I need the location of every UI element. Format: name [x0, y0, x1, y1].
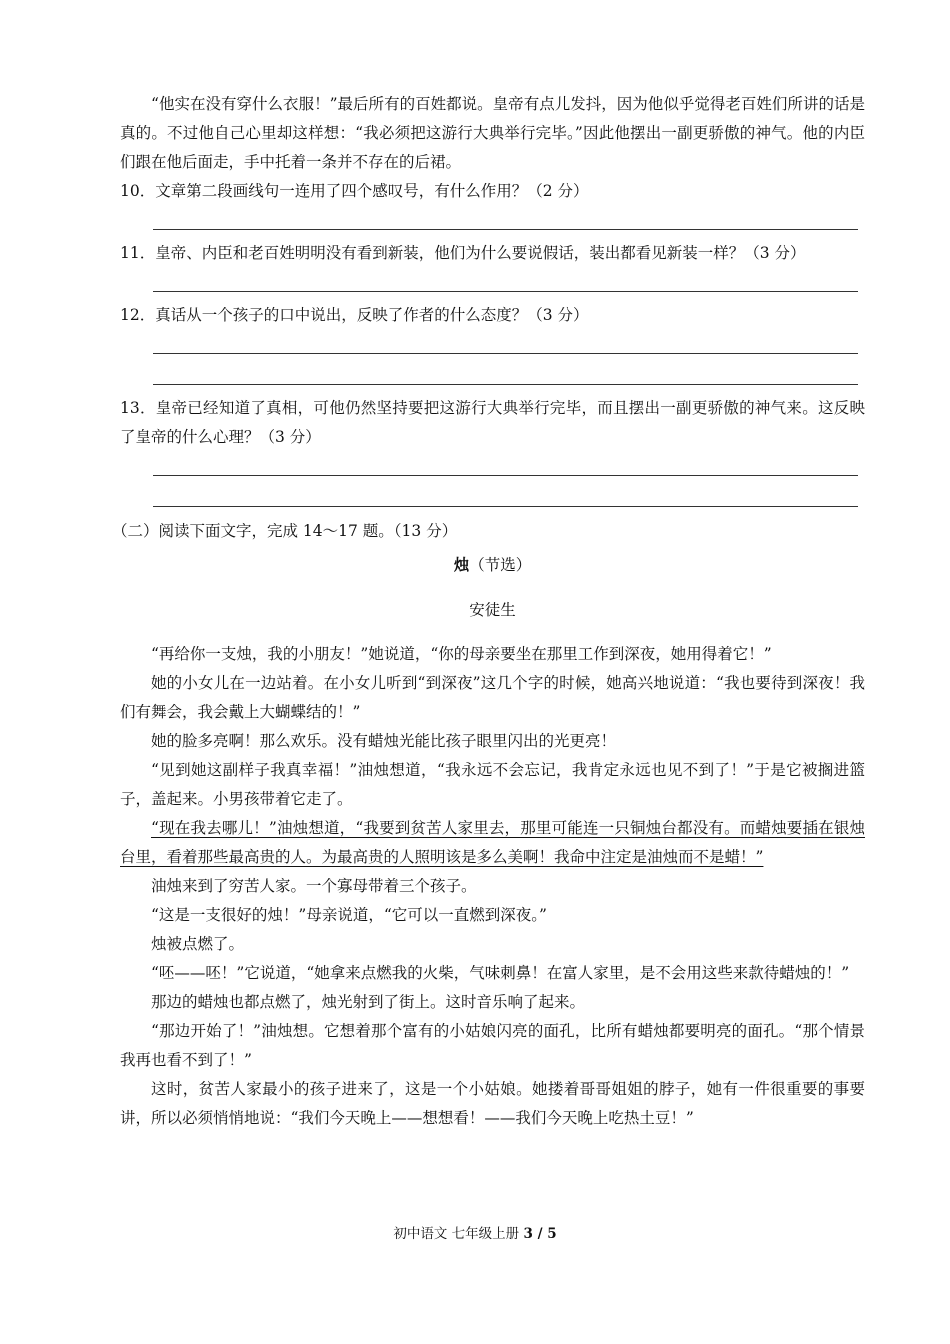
passage-paragraph: “那边开始了！”油烛想。它想着那个富有的小姑娘闪亮的面孔，比所有蜡烛都要明亮的面孔。“那个情景我再也看不到了！”: [120, 1022, 865, 1069]
footer-text: 初中语文 七年级上册: [393, 1226, 524, 1242]
page-footer: [0, 1222, 950, 1242]
underlined-paragraph: [120, 814, 865, 872]
title-text: 烛: [453, 555, 470, 574]
passage-title: [120, 550, 865, 580]
passage-paragraph: “他实在没有穿什么衣服！”最后所有的百姓都说。皇帝有点儿发抖，因为他似乎觉得老百姓们所讲的话是真的。不过他自己心里却这样想：“我必须把这游行大典举行完毕。”因此他摆出一副更骄傲的神气。他的内臣们跟在他后面走，手中托着一条并不存在的后裙。: [120, 95, 865, 171]
section-heading: （二）阅读下面文字，完成 14～17 题。（13 分）: [112, 522, 458, 540]
passage-paragraph: 烛被点燃了。: [151, 935, 245, 953]
passage-paragraph: “这是一支很好的烛！”母亲说道，“它可以一直燃到深夜。”: [151, 906, 547, 924]
passage-paragraph: 那边的蜡烛也都点燃了，烛光射到了街上。这时音乐响了起来。: [151, 993, 586, 1011]
question-13: 13．皇帝已经知道了真相，可他仍然坚持要把这游行大典举行完毕，而且摆出一副更骄傲的神气来。这反映了皇帝的什么心理？（3 分）: [120, 399, 865, 446]
author: 安徒生: [469, 600, 516, 619]
passage-paragraph: 这时，贫苦人家最小的孩子进来了，这是一个小姑娘。她搂着哥哥姐姐的脖子，她有一件很重要的事要讲，所以必须悄悄地说：“我们今天晚上——想想看！——我们今天晚上吃热土豆！”: [120, 1080, 865, 1127]
passage-paragraph: 她的脸多亮啊！那么欢乐。没有蜡烛光能比孩子眼里闪出的光更亮！: [151, 732, 617, 750]
question-11: 11．皇帝、内臣和老百姓明明没有看到新装，他们为什么要说假话，装出都看见新装一样？（3 分）: [120, 244, 806, 262]
passage-paragraph: 油烛来到了穷苦人家。一个寡母带着三个孩子。: [151, 877, 477, 895]
underlined-sentence: “现在我去哪儿！”油烛想道，“我要到贫苦人家里去，那里可能连一只铜烛台都没有。而蜡烛要插在银烛台里，看着那些最高贵的人。为最高贵的人照明该是多么美啊！我命中注定是油烛而不是蜡！”: [120, 819, 865, 866]
question-12: 12．真话从一个孩子的口中说出，反映了作者的什么态度？（3 分）: [120, 306, 589, 324]
passage-paragraph: “再给你一支烛，我的小朋友！”她说道，“你的母亲要坐在那里工作到深夜，她用得着它！”: [151, 645, 772, 663]
passage-paragraph: “呸——呸！”它说道，“她拿来点燃我的火柴，气味刺鼻！在富人家里，是不会用这些来款待蜡烛的！”: [151, 964, 850, 982]
passage-paragraph: “见到她这副样子我真幸福！”油烛想道，“我永远不会忘记，我肯定永远也见不到了！”于是它被搁进篮子，盖起来。小男孩带着它走了。: [120, 761, 865, 808]
page-number: 3 / 5: [523, 1226, 557, 1242]
passage-paragraph: 她的小女儿在一边站着。在小女儿听到“到深夜”这几个字的时候，她高兴地说道：“我也要待到深夜！我们有舞会，我会戴上大蝴蝶结的！”: [120, 674, 865, 721]
title-note: （节选）: [469, 556, 532, 574]
question-10: 10．文章第二段画线句一连用了四个感叹号，有什么作用？（2 分）: [120, 182, 589, 200]
page-content: [112, 90, 865, 1133]
